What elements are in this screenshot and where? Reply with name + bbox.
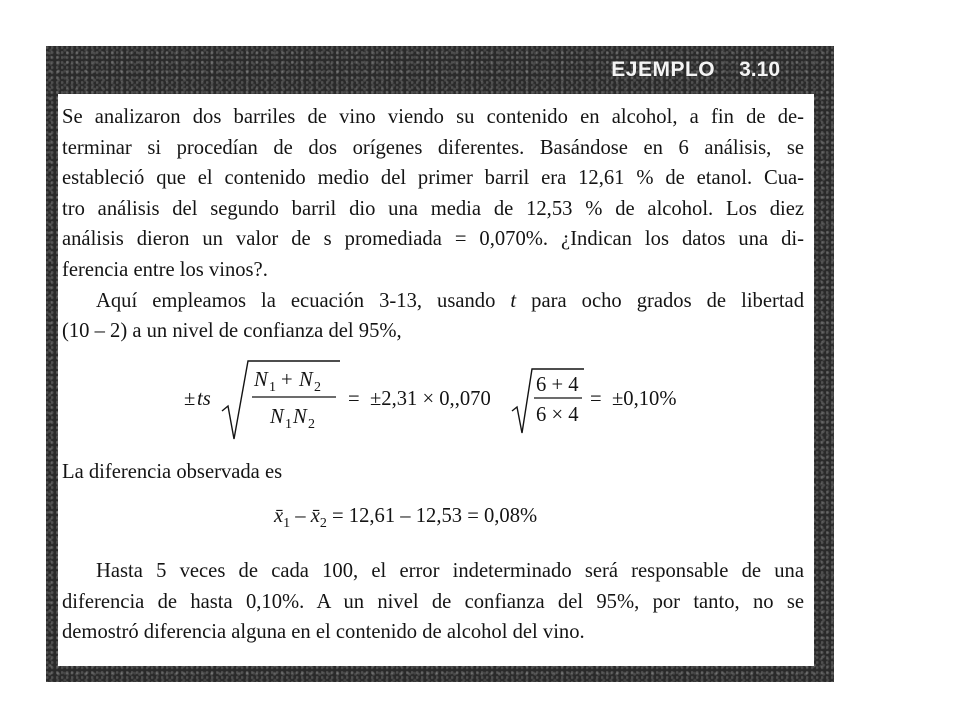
numerator-sub2: 2	[314, 379, 321, 395]
conclusion-paragraph	[62, 556, 804, 648]
difference-formula	[62, 501, 804, 540]
x-bar-2: x̄	[310, 505, 320, 528]
method-text-pre: Aquí empleamos la ecuación 3-13, usando	[96, 289, 511, 312]
difference-result: = 12,61 – 12,53 = 0,08%	[332, 505, 538, 528]
example-number: 3.10	[739, 58, 780, 81]
method-paragraph	[62, 286, 804, 347]
numerator-sub1: 1	[269, 379, 276, 395]
variable-t: t	[510, 289, 517, 312]
minus-sign: –	[295, 505, 306, 528]
conclusion-line: demostró diferencia alguna en el contenido de alcohol del vino.	[62, 621, 585, 644]
example-label: EJEMPLO	[611, 58, 716, 81]
method-line-1	[62, 286, 804, 317]
denominator-n1: N	[270, 405, 284, 428]
problem-line: Se analizaron dos barriles de vino viendo su contenido en alcohol, a fin de de-	[62, 106, 804, 128]
formula-result: ±0,10%	[612, 387, 677, 410]
problem-line: análisis dieron un valor de s promediada = 0,070%. ¿Indican los datos una di-	[62, 228, 804, 251]
conclusion-line: diferencia de hasta 0,10%. A un nivel de confianza del 95%, por tanto, no se	[62, 590, 804, 613]
problem-line: terminar si procedían de dos orígenes diferentes. Basándose en 6 análisis, se	[62, 136, 804, 159]
x-sub-1: 1	[283, 516, 291, 532]
numerator-plus: +	[281, 368, 293, 391]
fraction-numerator: 6 + 4	[536, 373, 579, 396]
conclusion-line: Hasta 5 veces de cada 100, el error indeterminado será responsable de una	[96, 560, 804, 583]
pm-symbol: ±	[184, 387, 196, 410]
x-sub-2: 2	[319, 516, 327, 532]
numerator-n2: N	[299, 368, 313, 391]
confidence-interval-formula	[62, 353, 804, 445]
fraction-denominator: 6 × 4	[536, 403, 579, 426]
x-bar-1: x̄	[274, 505, 284, 528]
denominator-sub1: 1	[285, 416, 292, 432]
middle-term: ±2,31 × 0,,070	[370, 387, 491, 410]
equals-sign-1: =	[348, 387, 360, 410]
method-text-post: para ocho grados de libertad	[516, 289, 804, 312]
problem-line: estableció que el contenido medio del primer barril era 12,61 % de etanol. Cua-	[62, 167, 804, 190]
problem-line: ferencia entre los vinos?.	[62, 258, 268, 281]
example-header	[46, 46, 834, 94]
ts-term: ts	[197, 387, 211, 410]
example-box-frame	[46, 46, 834, 682]
method-line-2: (10 – 2) a un nivel de confianza del 95%,	[62, 320, 402, 343]
numerator-n1: N	[254, 368, 268, 391]
denominator-sub2: 2	[308, 416, 315, 432]
equals-sign-2: =	[590, 387, 602, 410]
example-content	[58, 94, 814, 666]
denominator-n2: N	[293, 405, 307, 428]
formula-svg	[182, 353, 682, 445]
difference-label: La diferencia observada es	[62, 460, 283, 483]
problem-line: tro análisis del segundo barril dio una media de 12,53 % de alcohol. Los diez	[62, 197, 804, 220]
problem-statement	[62, 102, 804, 286]
